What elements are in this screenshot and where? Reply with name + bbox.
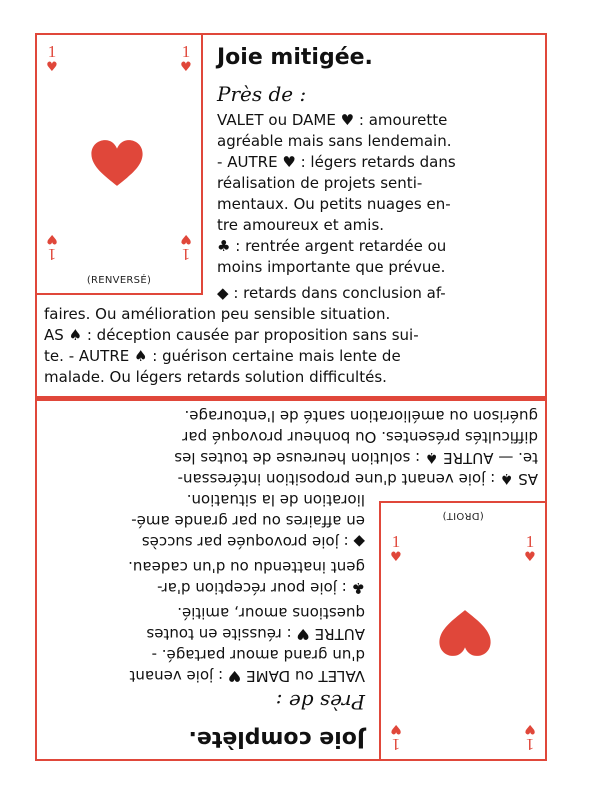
- card-rank: 1: [525, 532, 535, 551]
- card-corner-bottom-left: [43, 232, 61, 263]
- card-rank: 1: [181, 245, 191, 264]
- text-line: ◆ : joie provoquée par succès: [141, 533, 365, 551]
- heart-icon: ♥: [340, 111, 355, 129]
- text-line: guérison ou amélioration santé de l'entourage.: [184, 407, 538, 425]
- text-line: AUTRE ♥ : réussite en toutes: [146, 625, 365, 643]
- text-line: agréable mais sans lendemain.: [217, 132, 452, 150]
- text-line: VALET ou DAME ♥ : amourette: [217, 111, 448, 129]
- heart-icon: ♥: [296, 625, 310, 643]
- card-rank: 1: [47, 245, 57, 264]
- text-line: VALET ou DAME ♥ : joie venant: [129, 667, 365, 685]
- text-line: difcultés présentes. Ou bonheur provoqué par: [182, 428, 538, 446]
- ace-of-hearts-card-upright: [379, 501, 545, 761]
- meaning-title: Joie mitigée.: [217, 45, 373, 70]
- upright-meaning-section: [37, 401, 545, 761]
- text-line: moins importante que prévue.: [217, 258, 446, 276]
- text-line: te. - AUTRE ♠ : guérison certaine mais lente de: [44, 347, 401, 365]
- card-rank: 1: [391, 735, 401, 754]
- heart-icon: ♥: [524, 550, 536, 565]
- meaning-subtitle: Près de :: [217, 82, 307, 106]
- text-line: mentaux. Ou petits nuages en-: [217, 195, 451, 213]
- orientation-label: (RENVERSÉ): [86, 275, 152, 286]
- card-corner-bottom-right: [387, 533, 405, 564]
- heart-icon: ♥: [46, 60, 58, 75]
- heart-icon: ♥: [180, 60, 192, 75]
- card-rank: 1: [525, 735, 535, 754]
- meaning-subtitle: Près de :: [275, 690, 365, 714]
- heart-icon: ♥: [390, 550, 402, 565]
- ace-of-hearts-card-reversed: [37, 35, 203, 295]
- meaning-title: Joie complète.: [188, 726, 365, 751]
- text-line: - AUTRE ♥ : légers retards dans: [217, 153, 456, 171]
- heart-icon: ♥: [180, 231, 192, 246]
- heart-icon: ♥: [227, 667, 242, 685]
- card-rank: 1: [181, 42, 191, 61]
- text-line: réalisation de projets senti-: [217, 174, 423, 192]
- card-corner-top-right: [387, 722, 405, 753]
- card-corner-top-right: [177, 43, 195, 74]
- card-rank: 1: [47, 42, 57, 61]
- text-line: malade. Ou légers retards solution difcultés.: [44, 368, 387, 386]
- reversed-meaning-section: [37, 35, 545, 395]
- text-line: AS ♠ : déception causée par proposition sans sui-: [44, 326, 419, 344]
- heart-icon: ♥: [282, 153, 296, 171]
- text-line: tre amoureux et amis.: [217, 216, 385, 234]
- text-line: gent inattendu ou d'un cadeau.: [128, 558, 365, 576]
- card-corner-top-left: [43, 43, 61, 74]
- card-corner-bottom-left: [521, 533, 539, 564]
- text-line: questions amour, amitié.: [177, 604, 365, 622]
- text-line: ♣ : joie pour réception d'ar-: [157, 579, 365, 597]
- text-line: en afaires ou par grande amé-: [131, 512, 365, 530]
- text-line: te. — AUTRE ♠ : solution heureuse de toutes les: [174, 449, 538, 467]
- heart-icon: ♥: [390, 721, 402, 736]
- heart-icon: [89, 139, 145, 187]
- heart-icon: ♥: [524, 721, 536, 736]
- text-line: AS ♠ : joie venant d'une proposition intéressan-: [177, 470, 538, 488]
- card-corner-bottom-right: [177, 232, 195, 263]
- card-rank: 1: [391, 532, 401, 551]
- text-line: lioration de la situation.: [186, 491, 365, 509]
- heart-icon: [437, 609, 493, 657]
- text-line: d'un grand amour partagé. -: [151, 646, 365, 664]
- text-line: ♣ : rentrée argent retardée ou: [217, 237, 447, 255]
- text-line: faires. Ou amélioration peu sensible situation.: [44, 305, 391, 323]
- text-line: ◆ : retards dans conclusion af-: [217, 284, 446, 302]
- orientation-label: (DROIT): [442, 510, 484, 521]
- card-corner-top-left: [521, 722, 539, 753]
- heart-icon: ♥: [46, 231, 58, 246]
